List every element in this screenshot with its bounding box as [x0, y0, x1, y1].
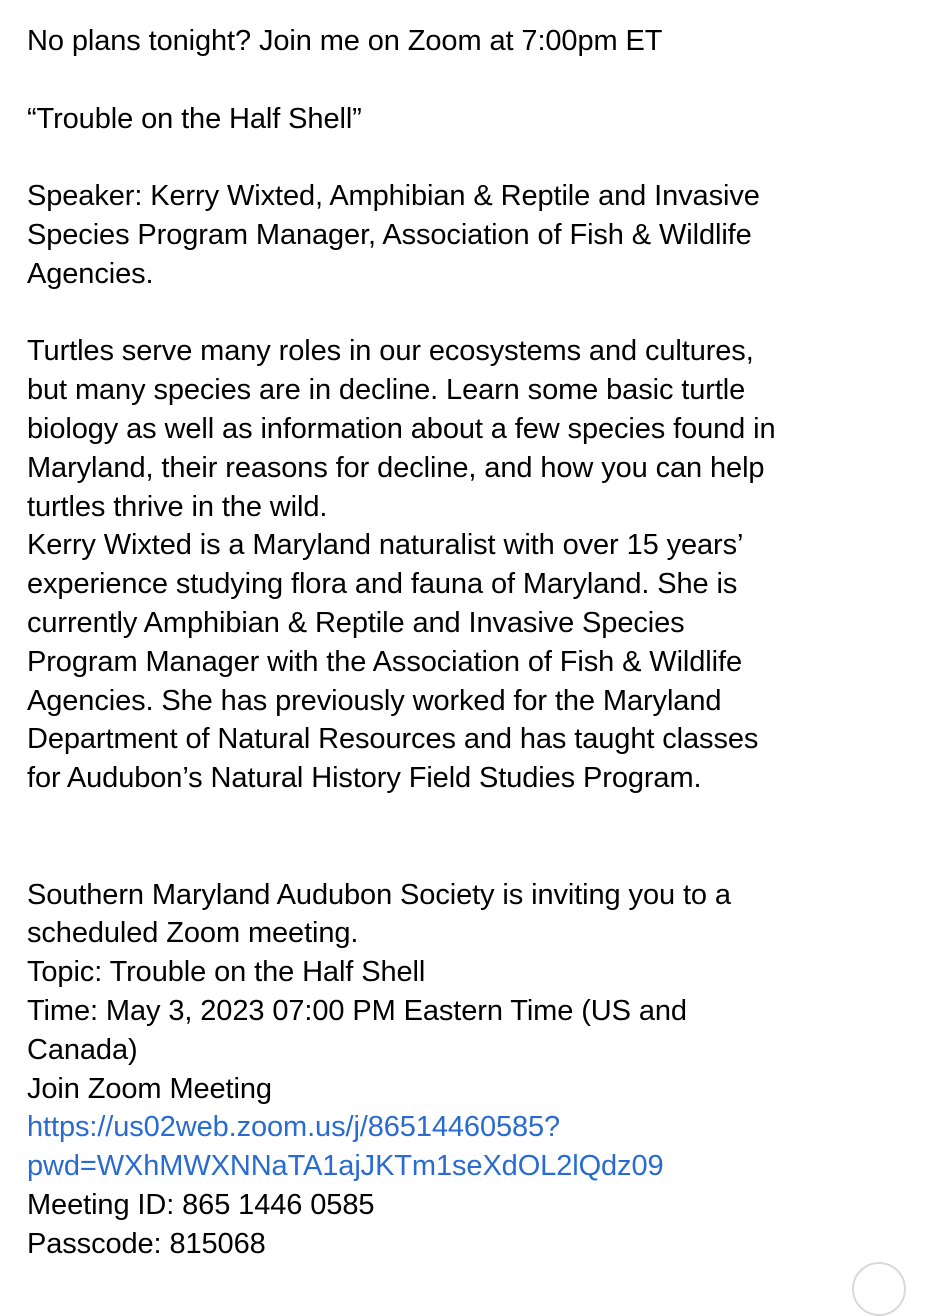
bio-line: for Audubon’s Natural History Field Studies Program.: [27, 762, 702, 795]
spacer: [27, 798, 907, 837]
speaker-line: Agencies.: [27, 257, 154, 290]
message-text: [27, 22, 907, 1264]
speaker-line: Speaker: Kerry Wixted, Amphibian & Reptile and Invasive: [27, 180, 760, 213]
description-line: Turtles serve many roles in our ecosystems and cultures,: [27, 335, 754, 368]
description-line: Maryland, their reasons for decline, and how you can help: [27, 451, 765, 484]
bio-line: currently Amphibian & Reptile and Invasive Species: [27, 606, 685, 639]
spacer: [27, 138, 907, 177]
speaker-line: Species Program Manager, Association of Fish & Wildlife: [27, 218, 752, 251]
description-line: biology as well as information about a few species found in: [27, 412, 776, 445]
passcode: Passcode: 815068: [27, 1227, 266, 1260]
inviter-line: scheduled Zoom meeting.: [27, 917, 359, 950]
scroll-to-bottom-button[interactable]: [852, 1262, 906, 1316]
bio-line: Program Manager with the Association of Fish & Wildlife: [27, 645, 742, 678]
spacer: [27, 294, 907, 333]
inviter-line: Southern Maryland Audubon Society is inviting you to a: [27, 878, 731, 911]
topic-line: Topic: Trouble on the Half Shell: [27, 956, 426, 989]
spacer: [27, 61, 907, 100]
join-label: Join Zoom Meeting: [27, 1072, 272, 1105]
meeting-id: Meeting ID: 865 1446 0585: [27, 1188, 375, 1221]
bio-line: Department of Natural Resources and has taught classes: [27, 723, 759, 756]
zoom-meeting-link[interactable]: https://us02web.zoom.us/j/86514460585?: [27, 1111, 561, 1144]
talk-title: “Trouble on the Half Shell”: [27, 102, 362, 135]
description-line: turtles thrive in the wild.: [27, 490, 328, 523]
time-line: Canada): [27, 1033, 138, 1066]
description-line: but many species are in decline. Learn some basic turtle: [27, 374, 746, 407]
bio-line: experience studying flora and fauna of Maryland. She is: [27, 568, 738, 601]
intro-line: No plans tonight? Join me on Zoom at 7:00pm ET: [27, 25, 663, 57]
bio-line: Agencies. She has previously worked for the Maryland: [27, 684, 722, 717]
spacer: [27, 837, 907, 876]
bio-line: Kerry Wixted is a Maryland naturalist with over 15 years’: [27, 529, 744, 562]
time-line: Time: May 3, 2023 07:00 PM Eastern Time (US and: [27, 994, 687, 1027]
zoom-meeting-link[interactable]: pwd=WXhMWXNNaTA1ajJKTm1seXdOL2lQdz09: [27, 1150, 664, 1183]
